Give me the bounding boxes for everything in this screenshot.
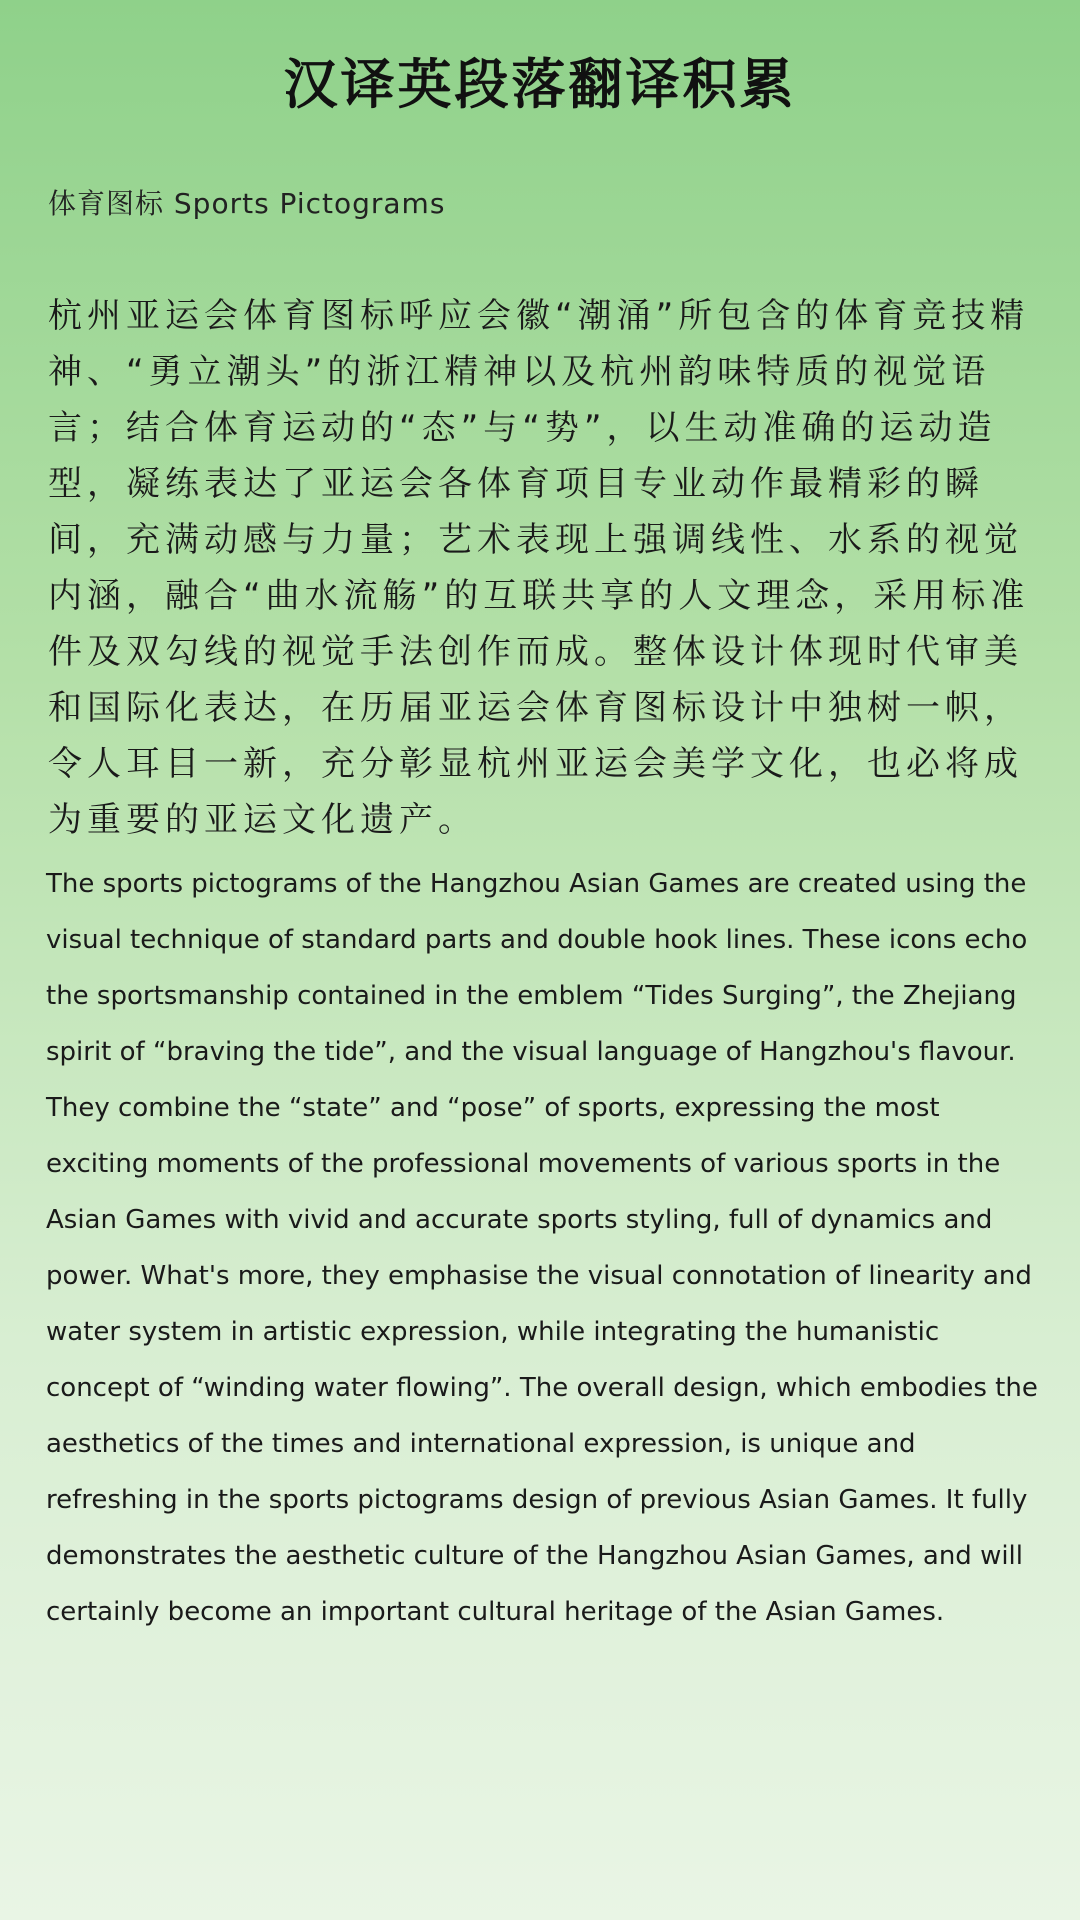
page-title: 汉译英段落翻译积累 [283,53,797,116]
english-paragraph: The sports pictograms of the Hangzhou Asian Games are created using the visual technique of standard parts and double hook lines. These icons echo the sportsmanship contained in the emblem “Tides Surging”, the Zhejiang spirit of “braving the tide”, and the visual language of Hangzhou's flavour. They combine the “state” and “pose” of sports, expressing the most exciting moments of the professional movements of various sports in the Asian Games with vivid and accurate sports styling, full of dynamics and power. What's more, they emphasise the visual connotation of linearity and water system in artistic expression, while integrating the humanistic concept of “winding water flowing”. The overall design, which embodies the aesthetics of the times and international expression, is unique and refreshing in the sports pictograms design of previous Asian Games. It fully demonstrates the aesthetic culture of the Hangzhou Asian Games, and will certainly become an important cultural heritage of the Asian Games. [46,869,1038,1627]
section-subtitle: 体育图标 Sports Pictograms [48,187,446,220]
chinese-paragraph: 杭州亚运会体育图标呼应会徽“潮涌”所包含的体育竞技精神、“勇立潮头”的浙江精神以及杭州韵味特质的视觉语言；结合体育运动的“态”与“势”，以生动准确的运动造型，凝练表达了亚运会各体育项目专业动作最精彩的瞬间，充满动感与力量；艺术表现上强调线性、水系的视觉内涵，融合“曲水流觞”的互联共享的人文理念，采用标准件及双勾线的视觉手法创作而成。整体设计体现时代审美和国际化表达，在历届亚运会体育图标设计中独树一帜，令人耳目一新，充分彰显杭州亚运会美学文化，也必将成为重要的亚运文化遗产。 [48,296,1030,840]
